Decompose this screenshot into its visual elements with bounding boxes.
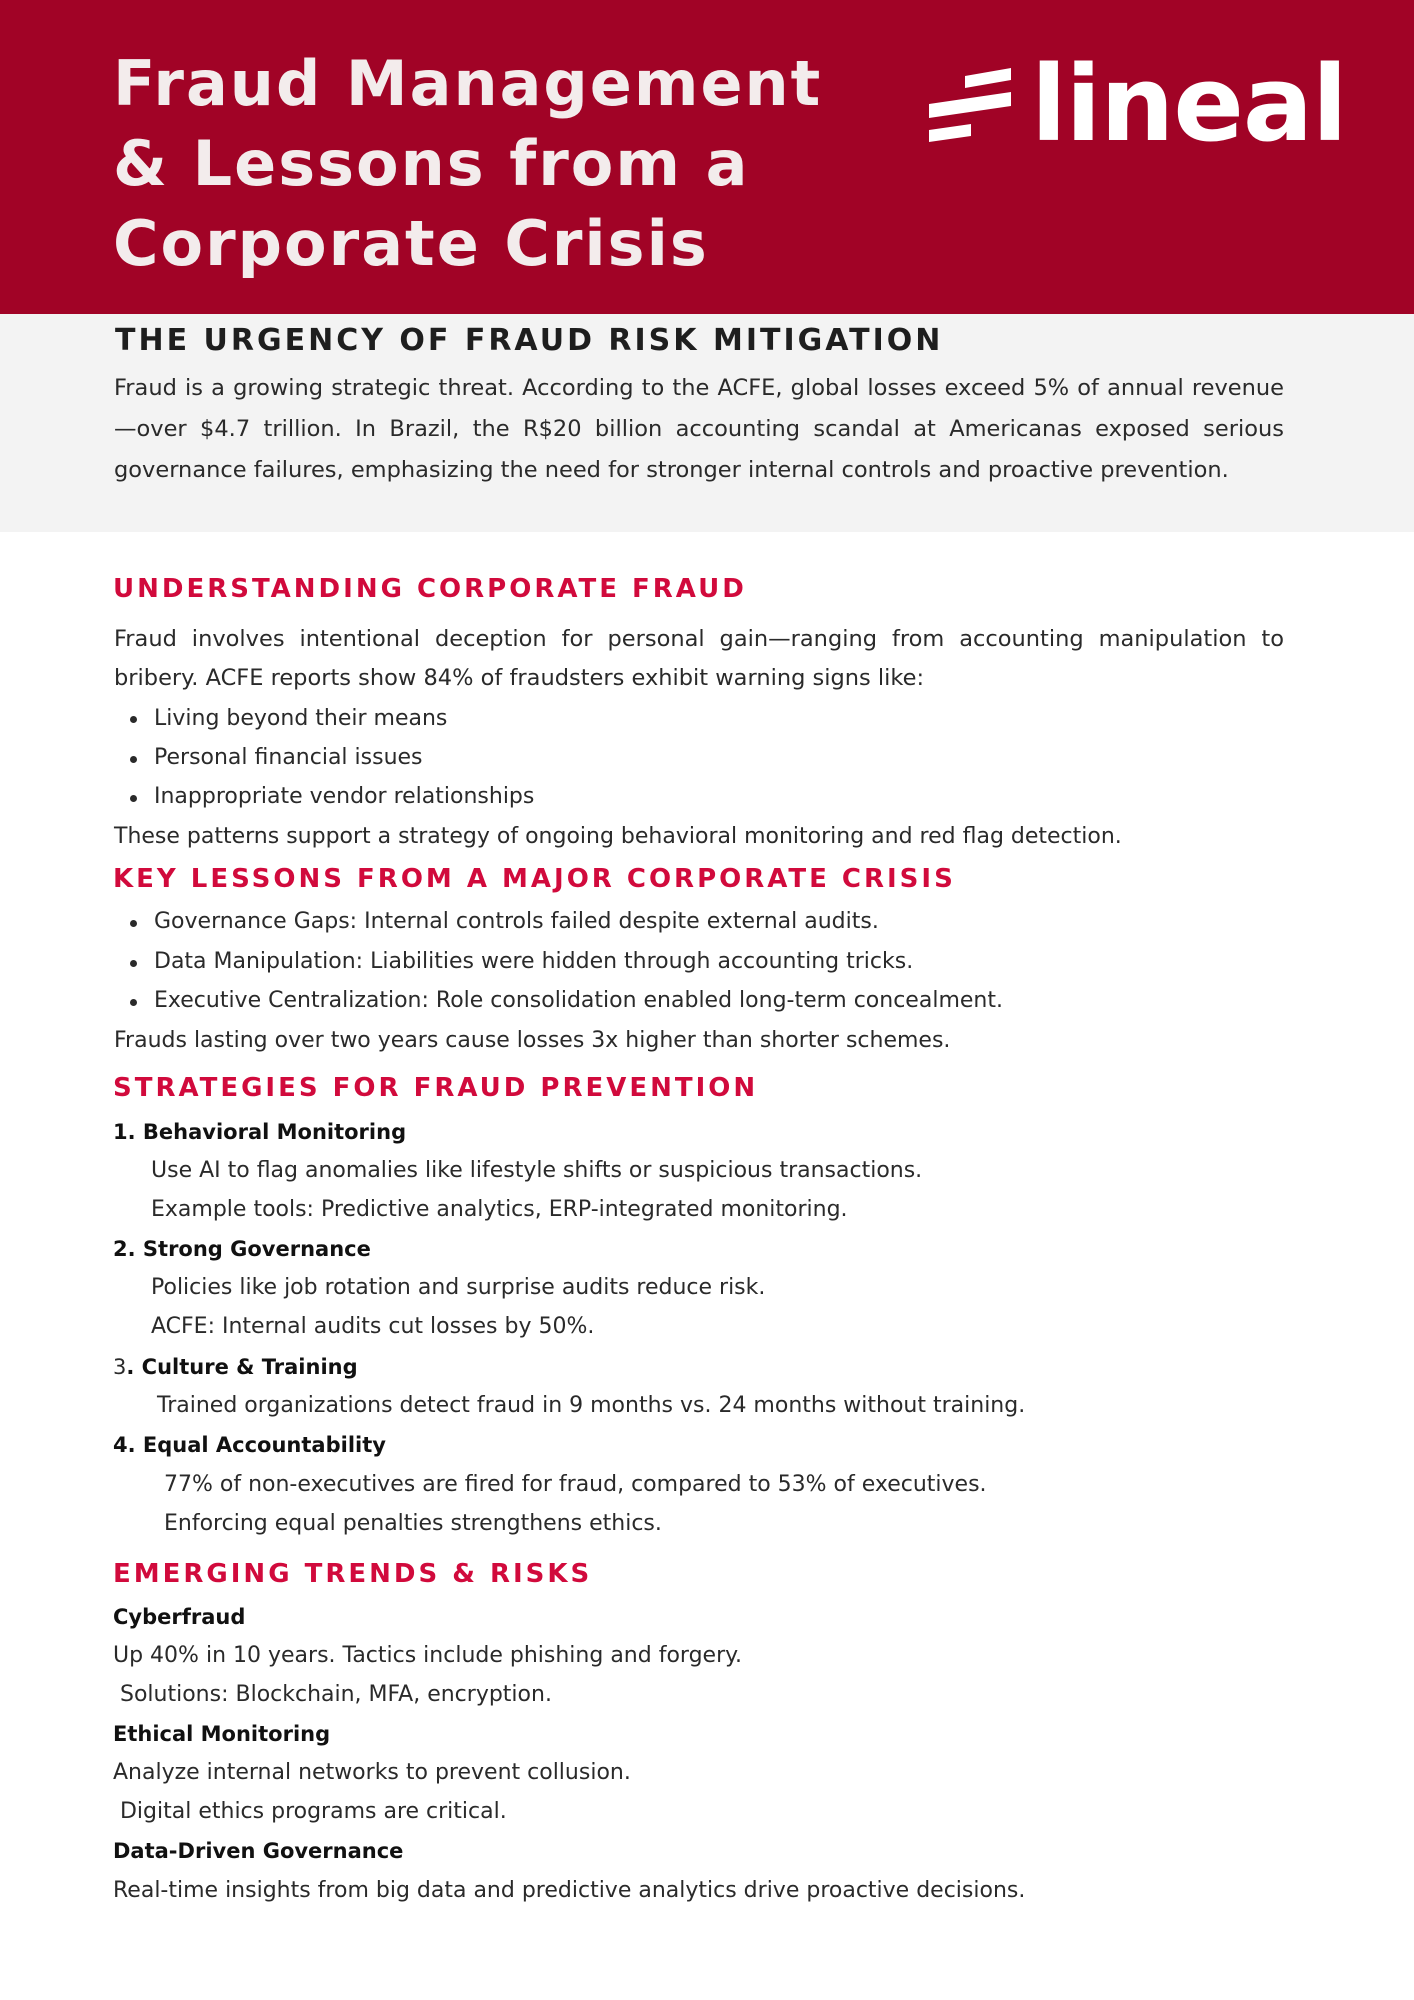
strategy-4-line-1: 77% of non-executives are fired for fraud, compared to 53% of executives. [164, 1472, 987, 1497]
header-banner [0, 0, 1414, 314]
trend-1-title: Cyberfraud [113, 1605, 246, 1629]
strategy-2-title: 2. Strong Governance [113, 1237, 371, 1261]
understanding-bullet-1: Living beyond their means [154, 706, 448, 731]
title-line-1: Fraud Management [113, 47, 823, 120]
urgency-heading: THE URGENCY OF FRAUD RISK MITIGATION [115, 323, 944, 358]
bullet-dot [130, 795, 137, 802]
understanding-bullet-2: Personal financial issues [154, 745, 423, 770]
lessons-closing: Frauds lasting over two years cause losses 3x higher than shorter schemes. [114, 1028, 951, 1053]
urgency-body: Fraud is a growing strategic threat. According to the ACFE, global losses exceed 5% of annual revenue—over $4.7 trillion. In Brazil, the R$20 billion accounting scandal at Americanas exposed serious governance failures, emphasizing the need for stronger internal controls and proactive prevention. [114, 375, 1284, 483]
understanding-heading: UNDERSTANDING CORPORATE FRAUD [113, 574, 747, 604]
strategy-1-title: 1. Behavioral Monitoring [113, 1120, 407, 1144]
understanding-bullet-3: Inappropriate vendor relationships [154, 784, 535, 809]
bullet-dot [130, 999, 137, 1006]
strategy-3-number: 3 [113, 1355, 127, 1379]
understanding-intro: Fraud involves intentional deception for personal gain—ranging from accounting manipulation to bribery. ACFE reports show 84% of fraudsters exhibit warning signs like: [114, 626, 1284, 691]
bullet-dot [130, 920, 137, 927]
strategy-4-title: 4. Equal Accountability [113, 1433, 386, 1457]
strategy-3-line-1: Trained organizations detect fraud in 9 months vs. 24 months without training. [157, 1393, 1026, 1418]
trend-2-line-1: Analyze internal networks to prevent collusion. [113, 1760, 631, 1785]
lessons-bullet-2: Data Manipulation: Liabilities were hidden through accounting tricks. [154, 949, 914, 974]
lessons-bullet-3: Executive Centralization: Role consolidation enabled long-term concealment. [154, 988, 1003, 1013]
lessons-bullet-1: Governance Gaps: Internal controls failed despite external audits. [154, 909, 879, 934]
trend-3-line-1: Real-time insights from big data and predictive analytics drive proactive decisions. [113, 1878, 1026, 1903]
bullet-dot [130, 716, 137, 723]
bullet-dot [130, 756, 137, 763]
trend-2-line-2: Digital ethics programs are critical. [113, 1799, 507, 1824]
title-line-3: Corporate Crisis [113, 207, 709, 280]
bullet-dot [130, 960, 137, 967]
strategy-2-line-2: ACFE: Internal audits cut losses by 50%. [151, 1314, 595, 1339]
strategy-3-title [113, 1352, 358, 1382]
logo-mark-icon [925, 64, 1015, 164]
strategy-4-line-2: Enforcing equal penalties strengthens ethics. [164, 1511, 662, 1536]
page-title [113, 44, 822, 284]
strategy-3-title-text: . Culture & Training [126, 1355, 358, 1379]
trend-2-title: Ethical Monitoring [113, 1722, 331, 1746]
trend-1-line-1: Up 40% in 10 years. Tactics include phishing and forgery. [113, 1643, 742, 1668]
strategy-1-line-1: Use AI to flag anomalies like lifestyle shifts or suspicious transactions. [151, 1158, 923, 1183]
understanding-closing: These patterns support a strategy of ongoing behavioral monitoring and red flag detection. [114, 824, 1122, 849]
strategy-2-line-1: Policies like job rotation and surprise audits reduce risk. [151, 1275, 766, 1300]
strategies-heading: STRATEGIES FOR FRAUD PREVENTION [113, 1073, 759, 1103]
trend-3-title: Data-Driven Governance [113, 1839, 404, 1863]
trend-1-line-2: Solutions: Blockchain, MFA, encryption. [113, 1682, 552, 1707]
lessons-heading: KEY LESSONS FROM A MAJOR CORPORATE CRISIS [113, 864, 956, 894]
title-line-2: & Lessons from a [113, 127, 750, 200]
trends-heading: EMERGING TRENDS & RISKS [113, 1559, 593, 1589]
lineal-logo [925, 43, 1347, 165]
strategy-1-line-2: Example tools: Predictive analytics, ERP-integrated monitoring. [151, 1197, 848, 1222]
logo-wordmark: lineal [1031, 43, 1347, 165]
